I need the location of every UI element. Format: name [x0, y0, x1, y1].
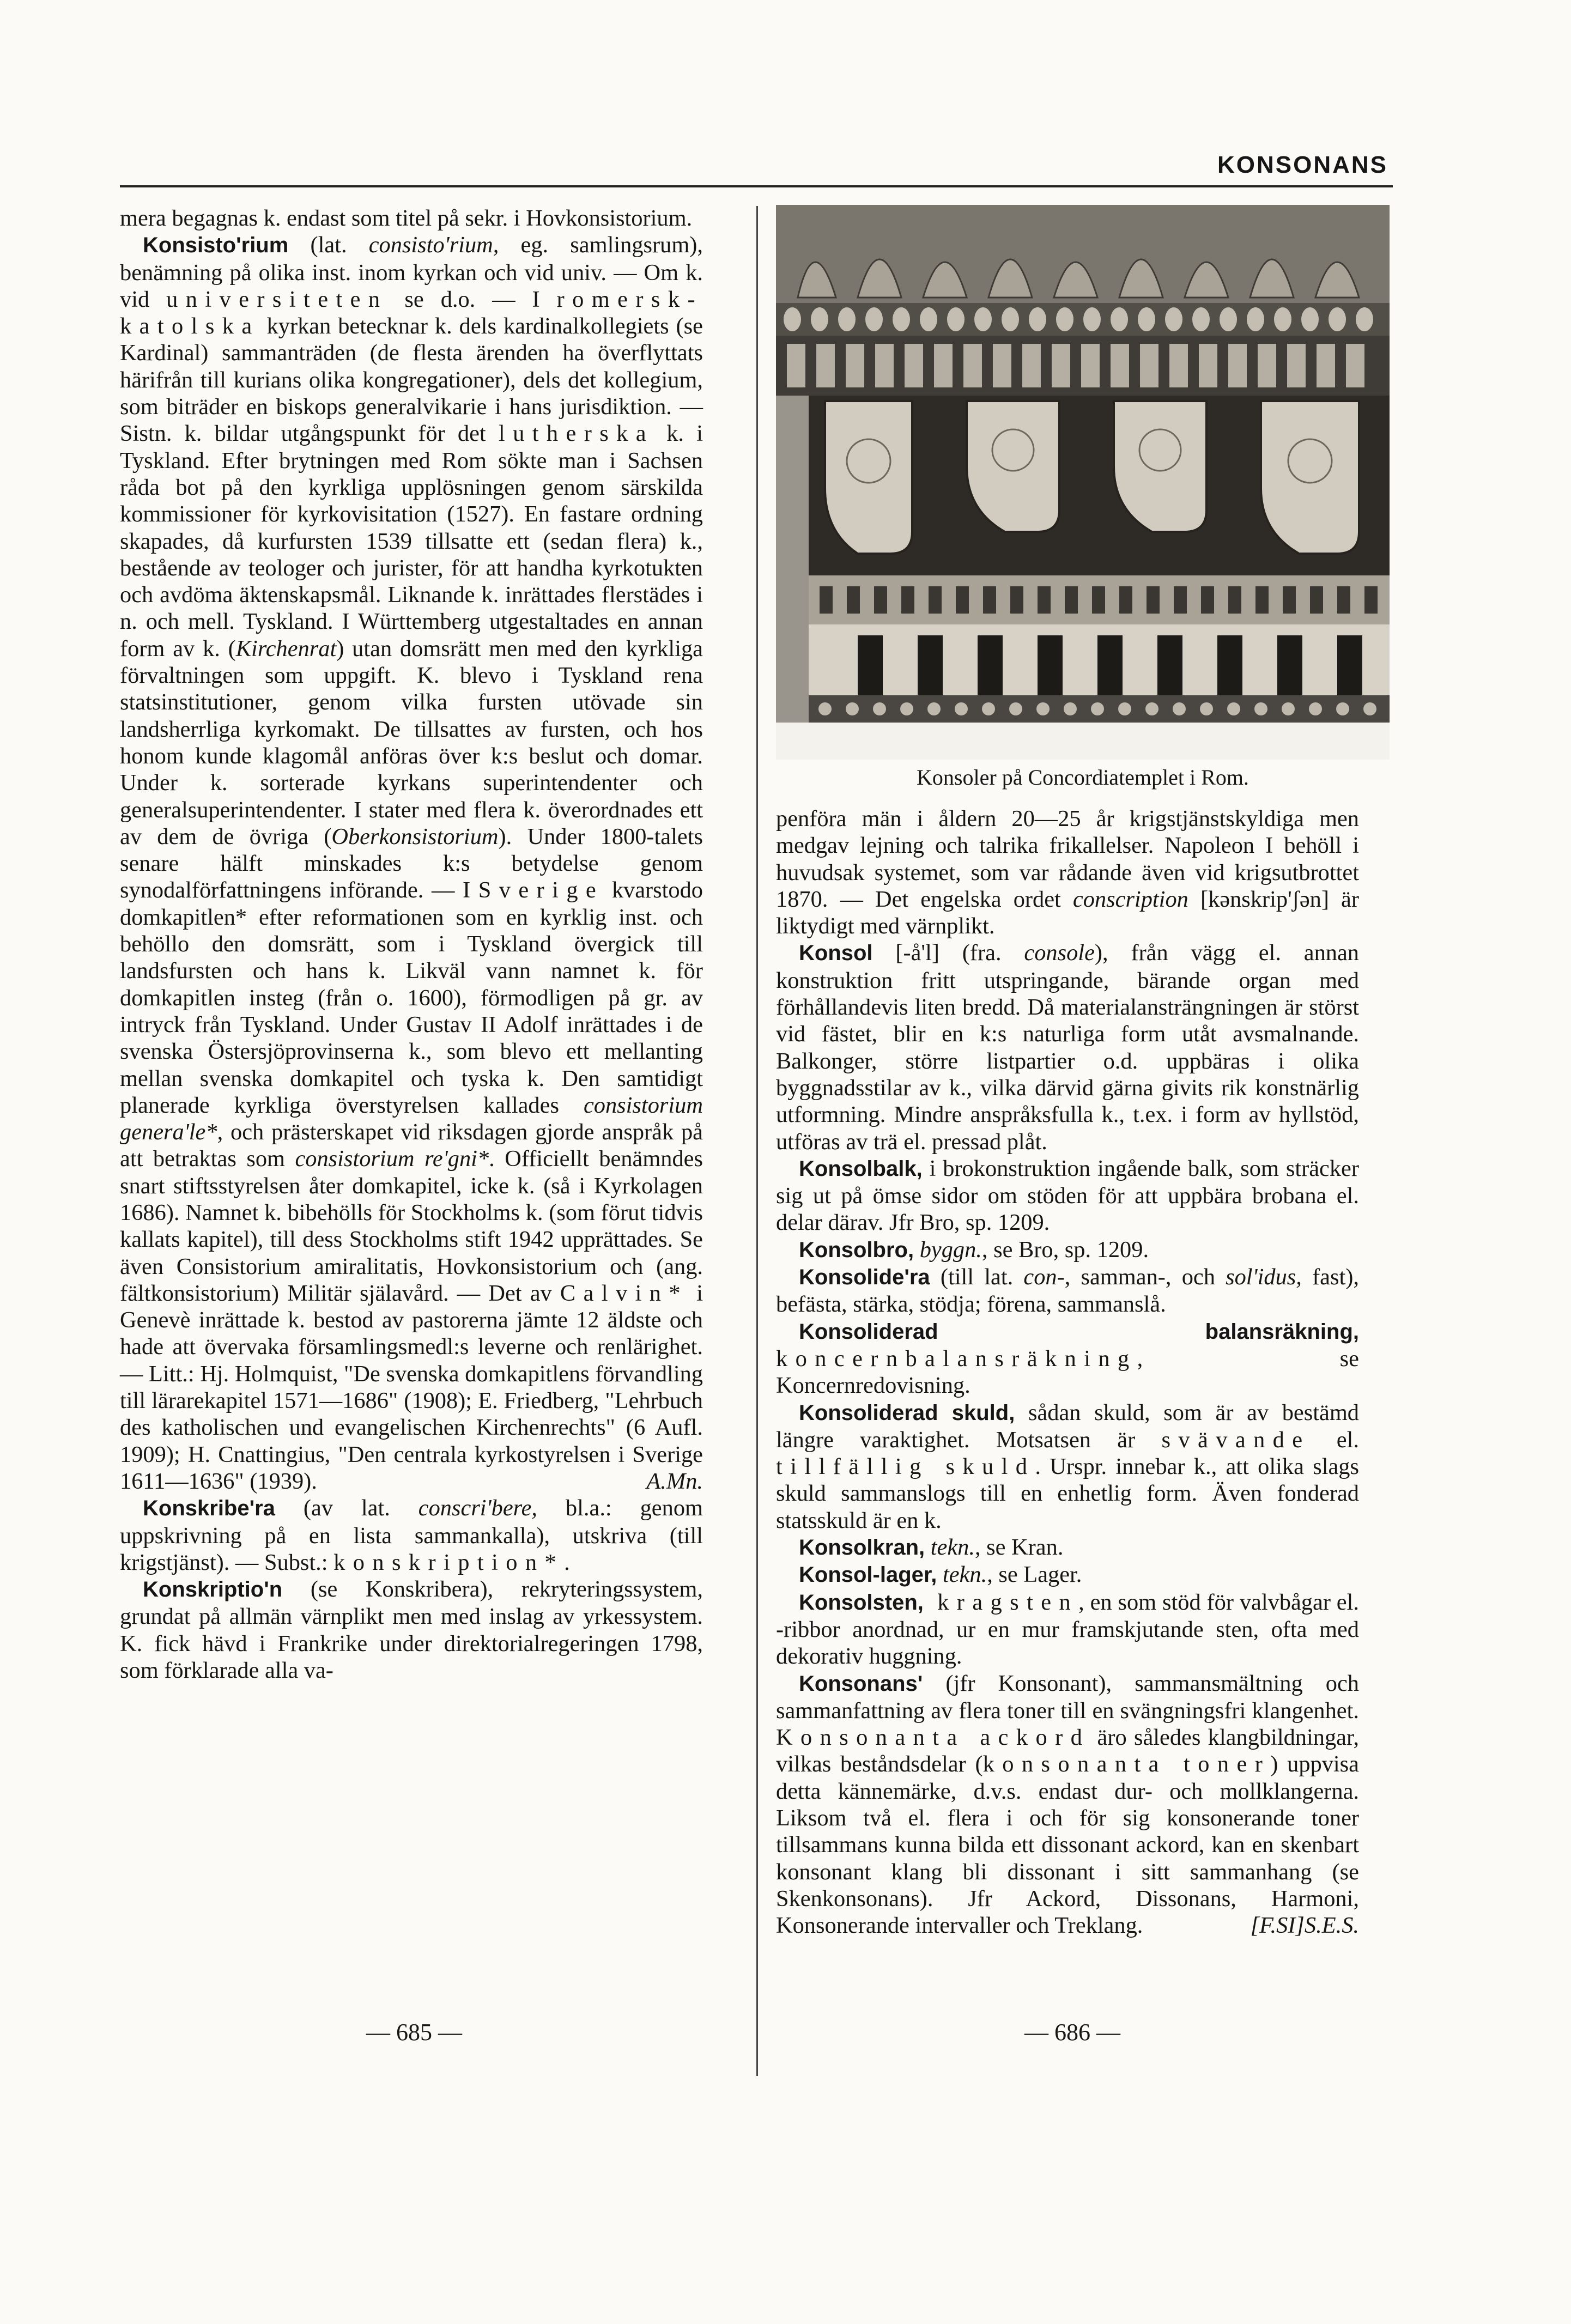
headword: Konsolsten, — [799, 1590, 924, 1615]
author-signature: A.Mn. — [646, 1468, 703, 1494]
left-column — [120, 205, 703, 1684]
entry-konsol-lager: Konsol-lager, tekn., se Lager. — [799, 1562, 1082, 1588]
entry-konsolsten: Konsolsten, kragsten, en som stöd för valvbågar el. -ribbor anordnad, ur en mur framskjutande sten, ofta med dekorativ huggning. — [776, 1589, 1359, 1670]
entry-konskription: Konskriptio'n (se Konskribera), rekryteringssystem, grundat på allmän värnplikt men med inslag av yrkessystem. K. fick hävd i Frankrike under direktorialregeringen 1798, som förklarade alla va- — [120, 1576, 703, 1684]
entry-konsistorium: Konsisto'rium (lat. consisto'rium, eg. samlingsrum), benämning på olika inst. inom kyrkan och vid univ. — Om k. vid universiteten se d.o. — I romersk-katolska kyrkan betecknar k. dels kardinalkollegiets (se Kardinal) sammanträden (de flesta ärenden ha överflyttats härifrån till kurians olika kongregationer), dels det kollegium, som biträder en biskops generalvikarie i hans jurisdiktion. — Sistn. k. bildar utgångspunkt för det lutherska k. i Tyskland. Efter brytningen med Rom sökte man i Sachsen råda bot på den kyrkliga upplösningen genom särskilda kommissioner för kyrkovisitation (1527). En fastare ordning skapades, då kurfursten 1539 tillsatte ett (sedan flera) k., bestående av teologer och jurister, för att handha kyrkotukten och avdöma äktenskapsmål. Liknande k. inrättades flerstädes i n. och mell. Tyskland. I Württemberg utgestaltades en annan form av k. (Kirchenrat) utan domsrätt men med den kyrkliga förvaltningen som uppgift. K. blevo i Tyskland rena statsinstitutioner, genom vilka fursten utövade sin landsherrliga kyrkomakt. De tillsattes av fursten, och hos honom kunde klagomål anföras över k:s beslut och domar. Under k. sorterade kyrkans superintendenter och generalsuperintendenter. I stater med flera k. överordnades ett av dem de övriga (Oberkonsistorium). Under 1800-talets senare hälft minskades k:s betydelse genom synodalförfattningens införande. — I Sverige kvarstodo domkapitlen* efter reformationen som en kyrklig inst. och behöllo den domsrätt, som i Tyskland övergick till landsfursten och hans k. Likväl vann namnet k. för domkapitlen insteg (från o. 1600), förmodligen på gr. av intryck från Tyskland. Under Gustav II Adolf inrättades i de svenska Östersjöprovinserna k., som blevo ett mellanting mellan svenska domkapitel och tyska k. Den samtidigt planerade kyrkliga överstyrelsen kallades consistorium genera'le*, och prästerskapet vid riksdagen gjorde anspråk på att betraktas som consistorium re'gni*. Officiellt benämndes snart stiftsstyrelsen åter domkapitel, icke k. (så i Kyrkolagen 1686). Namnet k. bibehölls för Stockholms k. (som förut tidvis kallats kapitel), till dess Stockholms stift 1942 upprättades. Se även Consistorium amiralitatis, Hovkonsistorium och (ang. fältkonsistorium) Militär själavård. — Det av Calvin* i Genevè inrättade k. bestod av pastorerna jämte 12 äldste och hade att övervaka församlingsmedl:s leverne och renlärighet. — Litt.: Hj. Holmquist, "De svenska domkapitlens förvandling till lärarekapitel 1571—1686" (1908); E. Friedberg, "Lehrbuch des katholischen und evangelischen Kirchenrechts" (6 Aufl. 1909); H. Cnattingius, "Den centrala kyrkostyrelsen i Sverige 1611—1636" (1939). A.Mn. — [120, 232, 703, 1494]
entry-konsonans: Konsonans' (jfr Konsonant), sammansmältning och sammanfattning av flera toner till en svängningsfri klangenhet. Konsonanta ackord äro således klangbildningar, vilkas beståndsdelar (konsonanta toner) uppvisa detta kännemärke, d.v.s. endast dur- och mollklangerna. Liksom två el. flera i och för sig konsonerande toner tillsammans kunna bilda ett dissonant ackord, kan en skenbart konsonant klang bli dissonant i sitt sammanhang (se Skenkonsonans). Jfr Ackord, Dissonans, Harmoni, Konsonerande intervaller och Treklang. [F.SI]S.E.S. — [776, 1670, 1360, 1939]
column-rule — [756, 206, 758, 2076]
continued-text: mera begagnas k. endast som titel på sekr. i Hovkonsistorium. — [120, 205, 693, 231]
headword: Konsolide'ra — [799, 1265, 930, 1290]
entry-konskribera: Konskribe'ra (av lat. conscri'bere, bl.a.: genom uppskrivning på en lista sammankalla), utskriva (till krigstjänst). — Subst.: konskription*. — [120, 1495, 703, 1575]
entry-konsolbro: Konsolbro, byggn., se Bro, sp. 1209. — [799, 1236, 1149, 1263]
headword: Konsolbalk, — [799, 1156, 923, 1181]
entry-konsolidera: Konsolide'ra (till lat. con-, samman-, och sol'idus, fast), befästa, stärka, stödja; förena, sammanslå. — [776, 1264, 1359, 1318]
entry-konsolkran: Konsolkran, tekn., se Kran. — [799, 1534, 1064, 1561]
continued-text: penföra män i åldern 20—25 år krigstjänstskyldiga men medgav lejning och talrika frikallelser. Napoleon I behöll i huvudsak systemet, som var rådande även vid krigsutbrottet 1870. — Det engelska ordet conscription [kənskrip'ʃən] är liktydigt med värnplikt. — [776, 806, 1359, 939]
headword: Konskriptio'n — [143, 1577, 283, 1602]
page-number-right: — 686 — — [1024, 2019, 1120, 2046]
headword: Konsoliderad skuld, — [799, 1400, 1015, 1425]
header-rule — [120, 185, 1393, 187]
figure-photo — [776, 205, 1390, 760]
consoles-photo-icon — [776, 205, 1390, 760]
right-column — [776, 805, 1359, 1939]
figure-caption: Konsoler på Concordiatemplet i Rom. — [917, 765, 1249, 790]
entry-konsolbalk: Konsolbalk, i brokonstruktion ingående balk, som sträcker sig ut på ömse sidor om stöden för att uppbära brobana el. delar därav. Jfr Bro, sp. 1209. — [776, 1155, 1359, 1236]
headword: Konsolbro, — [799, 1237, 914, 1262]
headword: Konsol-lager, — [799, 1563, 937, 1587]
author-signature: [F.SI]S.E.S. — [1250, 1913, 1359, 1939]
entry-konsol: Konsol [-å'l] (fra. console), från vägg el. annan konstruktion fritt utspringande, bärande organ med förhållandevis liten bredd. Då materialansträngningen är störst vid fästet, blir en k:s naturliga form utåt avsmalnande. Balkonger, större listpartier o.d. uppbäras i olika byggnadsstilar av k., vilka därvid gärna givits rik konstnärlig utformning. Mindre anspråksfulla k., t.ex. i form av hyllstöd, utföras av trä el. pressad plåt. — [776, 940, 1360, 1155]
headword: Konsol — [799, 941, 873, 966]
page-number-left: — 685 — — [366, 2019, 462, 2046]
headword: Konsisto'rium — [143, 233, 289, 258]
running-head: KONSONANS — [1217, 151, 1388, 178]
headword: Konsoliderad balansräkning, — [799, 1319, 1359, 1344]
headword: Konsonans' — [799, 1671, 923, 1696]
entry-konsoliderad-skuld: Konsoliderad skuld, sådan skuld, som är av bestämd längre varaktighet. Motsatsen är svävande el. tillfällig skuld. Urspr. innebar k., att olika slags skuld sammanslogs till en enhetlig form. Även fonderad statsskuld är en k. — [776, 1399, 1359, 1533]
headword: Konsolkran, — [799, 1536, 925, 1560]
headword: Konskribe'ra — [143, 1496, 275, 1521]
entry-konsoliderad-balansrakning: Konsoliderad balansräkning, koncernbalansräkning, se Koncernredovisning. — [776, 1319, 1359, 1399]
